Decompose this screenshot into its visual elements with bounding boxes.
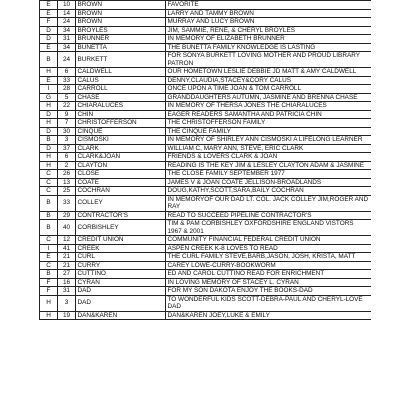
- name-cell: BROYLES: [76, 26, 166, 35]
- name-cell: CYRAN: [76, 278, 166, 287]
- message-cell: DENNY,CLAUDIA,STACEY&CORY CALUS: [166, 76, 372, 85]
- name-cell: CLAYTON: [76, 161, 166, 170]
- name-cell: BUNETTA: [76, 43, 166, 52]
- message-cell: IN MEMORY OF ELIZABETH BRUNNER: [166, 35, 372, 44]
- table-row: [40, 1, 372, 10]
- name-cell: BROWN: [76, 18, 166, 27]
- number-cell: 9: [58, 110, 76, 119]
- section-cell: H: [40, 102, 58, 111]
- message-cell: LARRY AND TAMMY BROWN: [166, 9, 372, 18]
- section-cell: E: [40, 76, 58, 85]
- table-row: [40, 18, 372, 27]
- table-row: [40, 144, 372, 153]
- section-cell: D: [40, 35, 58, 44]
- name-cell: COCHRAN: [76, 187, 166, 196]
- message-cell: READING IS THE KEY JIM & LESLEY CLAYTON ADAM & JASMINE: [166, 161, 372, 170]
- section-cell: H: [40, 161, 58, 170]
- message-cell: OUR HOMETOWN LESLIE DEBBIE JD MATT & AMY CALDWELL: [166, 68, 372, 77]
- number-cell: 5: [58, 93, 76, 102]
- number-cell: 21: [58, 253, 76, 262]
- number-cell: 37: [58, 144, 76, 153]
- number-cell: 40: [58, 220, 76, 236]
- number-cell: 29: [58, 211, 76, 220]
- name-cell: COATE: [76, 178, 166, 187]
- name-cell: BROWN: [76, 9, 166, 18]
- message-cell: MURRAY AND LUCY BROWN: [166, 18, 372, 27]
- table-row: [40, 178, 372, 187]
- message-cell: FOR MY SON DAKOTA ENJOY THE BOOKS-DAD: [166, 287, 372, 296]
- section-cell: B: [40, 52, 58, 68]
- number-cell: 33: [58, 195, 76, 211]
- message-cell: WILLIAM C, MARY ANN, STEVE, ERIC CLARK: [166, 144, 372, 153]
- table-row: [40, 102, 372, 111]
- message-cell: READ TO SUCCEED PIPELINE CONTRACTOR'S: [166, 211, 372, 220]
- message-cell: TIM & PAM CORBISHLEY OXFORDSHIRE ENGLAND VISTORS 1967 & 2001: [166, 220, 372, 236]
- section-cell: B: [40, 220, 58, 236]
- table-row: [40, 68, 372, 77]
- table-row: [40, 93, 372, 102]
- message-cell: DOUG,KATHY,SCOTT,SARA,BAILY COCHRAN: [166, 187, 372, 196]
- number-cell: 34: [58, 26, 76, 35]
- section-cell: H: [40, 119, 58, 128]
- name-cell: CISMOSKI: [76, 136, 166, 145]
- section-cell: F: [40, 287, 58, 296]
- table-row: [40, 187, 372, 196]
- document-page: [39, 0, 371, 400]
- table-row: [40, 211, 372, 220]
- section-cell: B: [40, 136, 58, 145]
- table-row: [40, 52, 372, 68]
- message-cell: IN LOVING MEMORY OF STACEY L. CYRAN: [166, 278, 372, 287]
- section-cell: D: [40, 127, 58, 136]
- table-row: [40, 270, 372, 279]
- message-cell: THE CINQUE FAMILY: [166, 127, 372, 136]
- message-cell: JIM, SAMMIE, RENE, & CHERYL BROYLES: [166, 26, 372, 35]
- message-cell: COMMUNITY FINANCIAL FEDERAL CREDIT UNION: [166, 236, 372, 245]
- number-cell: 7: [58, 119, 76, 128]
- name-cell: CONTRACTOR'S: [76, 211, 166, 220]
- table-row: [40, 35, 372, 44]
- number-cell: 31: [58, 35, 76, 44]
- number-cell: 24: [58, 18, 76, 27]
- message-cell: FOR SONYA BURKETT LOVING MOTHER AND PROUD LIBRARY PATRON: [166, 52, 372, 68]
- number-cell: 25: [58, 187, 76, 196]
- name-cell: CHASE: [76, 93, 166, 102]
- message-cell: THE BUNETTA FAMILY KNOWLEDGE IS LASTING: [166, 43, 372, 52]
- name-cell: CINQUE: [76, 127, 166, 136]
- table-row: [40, 136, 372, 145]
- number-cell: 30: [58, 127, 76, 136]
- section-cell: C: [40, 261, 58, 270]
- message-cell: CAREY LOWE-CURRY-BOOKWORM: [166, 261, 372, 270]
- number-cell: 12: [58, 236, 76, 245]
- message-cell: THE CHRISTOFFERSON FAMILY: [166, 119, 372, 128]
- name-cell: CLOSE: [76, 170, 166, 179]
- name-cell: DAN&KAREN: [76, 311, 166, 320]
- section-cell: C: [40, 187, 58, 196]
- name-cell: CHIN: [76, 110, 166, 119]
- number-cell: 21: [58, 261, 76, 270]
- message-cell: FRIENDS & LOVERS CLARK & JOAN: [166, 153, 372, 162]
- name-cell: CARROLL: [76, 85, 166, 94]
- number-cell: 26: [58, 170, 76, 179]
- table-row: [40, 85, 372, 94]
- table-row: [40, 110, 372, 119]
- name-cell: CLARK: [76, 144, 166, 153]
- name-cell: CURL: [76, 253, 166, 262]
- number-cell: 16: [58, 278, 76, 287]
- number-cell: 27: [58, 270, 76, 279]
- section-cell: I: [40, 244, 58, 253]
- table-row: [40, 287, 372, 296]
- donor-table-body: [40, 1, 372, 320]
- section-cell: C: [40, 178, 58, 187]
- section-cell: C: [40, 170, 58, 179]
- name-cell: CUTTINO: [76, 270, 166, 279]
- table-row: [40, 170, 372, 179]
- section-cell: I: [40, 85, 58, 94]
- name-cell: CLARK&JOAN: [76, 153, 166, 162]
- name-cell: CALUS: [76, 76, 166, 85]
- name-cell: CALDWELL: [76, 68, 166, 77]
- message-cell: ED AND CAROL CUTTINO READ FOR ENRICHMENT: [166, 270, 372, 279]
- table-row: [40, 295, 372, 311]
- section-cell: C: [40, 236, 58, 245]
- table-row: [40, 9, 372, 18]
- section-cell: F: [40, 18, 58, 27]
- message-cell: FAVORITE: [166, 1, 372, 10]
- name-cell: CORBISHLEY: [76, 220, 166, 236]
- message-cell: GRANDDAUGHTERS AUTUMN, JASMINE AND BRENNA CHASE: [166, 93, 372, 102]
- name-cell: CHIARALUCES: [76, 102, 166, 111]
- number-cell: 6: [58, 153, 76, 162]
- name-cell: COLLEY: [76, 195, 166, 211]
- table-row: [40, 76, 372, 85]
- number-cell: 3: [58, 136, 76, 145]
- table-row: [40, 244, 372, 253]
- number-cell: 2: [58, 161, 76, 170]
- section-cell: B: [40, 195, 58, 211]
- table-row: [40, 43, 372, 52]
- number-cell: 22: [58, 102, 76, 111]
- table-row: [40, 253, 372, 262]
- name-cell: BRUNNER: [76, 35, 166, 44]
- name-cell: BURKETT: [76, 52, 166, 68]
- table-row: [40, 161, 372, 170]
- table-row: [40, 127, 372, 136]
- section-cell: D: [40, 110, 58, 119]
- message-cell: ASPEN CREEK K-8 LOVES TO READ: [166, 244, 372, 253]
- section-cell: H: [40, 153, 58, 162]
- number-cell: 10: [58, 1, 76, 10]
- message-cell: TO WONDERFUL KIDS SCOTT-DEBRA-PAUL AND CHERYL-LOVE DAD: [166, 295, 372, 311]
- message-cell: DAN&KAREN JOEY,LUKE & EMILY: [166, 311, 372, 320]
- section-cell: E: [40, 43, 58, 52]
- number-cell: 14: [58, 9, 76, 18]
- number-cell: 6: [58, 68, 76, 77]
- section-cell: E: [40, 1, 58, 10]
- section-cell: H: [40, 311, 58, 320]
- number-cell: 31: [58, 287, 76, 296]
- number-cell: 34: [58, 43, 76, 52]
- number-cell: 19: [58, 311, 76, 320]
- message-cell: ONCE UPON A TIME JOAN & TOM CARROLL: [166, 85, 372, 94]
- number-cell: 13: [58, 178, 76, 187]
- number-cell: 28: [58, 85, 76, 94]
- number-cell: 24: [58, 52, 76, 68]
- message-cell: THE CURL FAMILY STEVE,BARB,JASON, JOSH, KRISTA, MATT: [166, 253, 372, 262]
- number-cell: 33: [58, 76, 76, 85]
- section-cell: B: [40, 270, 58, 279]
- number-cell: 41: [58, 244, 76, 253]
- section-cell: B: [40, 211, 58, 220]
- section-cell: H: [40, 68, 58, 77]
- table-row: [40, 236, 372, 245]
- message-cell: IN MEMORY OF SHIRLEY ANN CISMOSKI A LIFELONG LEARNER: [166, 136, 372, 145]
- message-cell: JAMES V & JOAN COATE JELLISON-BROADLANDS: [166, 178, 372, 187]
- section-cell: E: [40, 253, 58, 262]
- name-cell: DAD: [76, 295, 166, 311]
- name-cell: CURRY: [76, 261, 166, 270]
- message-cell: THE CLOSE FAMILY SEPTEMBER 1977: [166, 170, 372, 179]
- name-cell: CREDIT UNION: [76, 236, 166, 245]
- table-row: [40, 261, 372, 270]
- section-cell: D: [40, 144, 58, 153]
- table-row: [40, 220, 372, 236]
- table-row: [40, 278, 372, 287]
- table-row: [40, 311, 372, 320]
- section-cell: H: [40, 295, 58, 311]
- number-cell: 3: [58, 295, 76, 311]
- message-cell: EAGER READERS SAMANTHA AND PATRICIA CHIN: [166, 110, 372, 119]
- donor-table: [39, 0, 371, 320]
- section-cell: G: [40, 93, 58, 102]
- table-row: [40, 119, 372, 128]
- name-cell: CHRISTOFFERSON: [76, 119, 166, 128]
- section-cell: E: [40, 9, 58, 18]
- table-row: [40, 195, 372, 211]
- name-cell: DAD: [76, 287, 166, 296]
- table-row: [40, 26, 372, 35]
- section-cell: F: [40, 278, 58, 287]
- name-cell: CREEK: [76, 244, 166, 253]
- message-cell: IN MEMORY OF THERSA JONES THE CHIARALUCES: [166, 102, 372, 111]
- section-cell: D: [40, 26, 58, 35]
- name-cell: BROWN: [76, 1, 166, 10]
- table-row: [40, 153, 372, 162]
- message-cell: IN MEMORYOF OUR DAD LT. COL. JACK COLLEY JIM,ROGER AND RAY: [166, 195, 372, 211]
